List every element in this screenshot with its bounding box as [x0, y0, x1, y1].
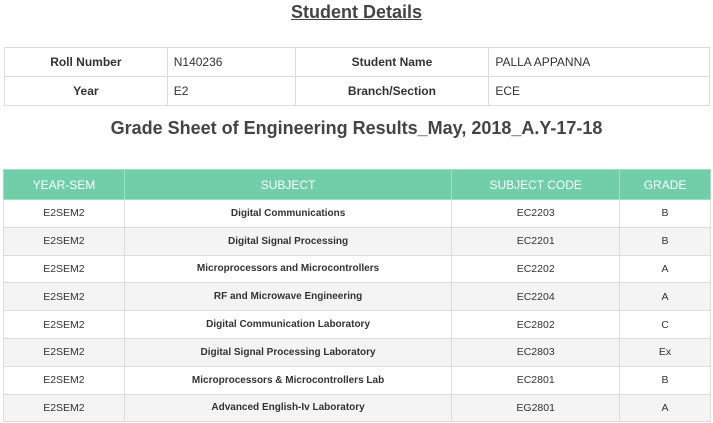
year-sem-cell: E2SEM2 — [4, 283, 125, 311]
grade-table — [3, 169, 711, 422]
table-row — [4, 227, 711, 255]
subject-code-cell: EC2202 — [452, 255, 620, 283]
grade-sheet-title: Grade Sheet of Engineering Results_May, 2018_A.Y-17-18 — [110, 118, 603, 138]
subject-code-cell: EC2203 — [452, 200, 620, 228]
student-info-row — [5, 77, 710, 106]
year-sem-cell: E2SEM2 — [4, 200, 125, 228]
table-row — [4, 200, 711, 228]
grade-cell: C — [620, 311, 711, 339]
subject-code-cell: EC2801 — [452, 366, 620, 394]
grade-cell: B — [620, 366, 711, 394]
subject-cell: Microprocessors & Microcontrollers Lab — [124, 366, 451, 394]
page-title: Student Details — [290, 2, 423, 22]
grade-cell: A — [620, 255, 711, 283]
student-name-value: PALLA APPANNA — [489, 48, 710, 77]
subject-cell: Digital Communications — [124, 200, 451, 228]
student-info-row — [5, 48, 710, 77]
table-row — [4, 394, 711, 422]
subject-cell: RF and Microwave Engineering — [124, 283, 451, 311]
subject-cell: Microprocessors and Microcontrollers — [124, 255, 451, 283]
year-sem-cell: E2SEM2 — [4, 394, 125, 422]
year-sem-cell: E2SEM2 — [4, 311, 125, 339]
table-row — [4, 255, 711, 283]
grade-cell: A — [620, 283, 711, 311]
column-header-year-sem: YEAR-SEM — [4, 170, 125, 200]
grade-cell: Ex — [620, 338, 711, 366]
table-row — [4, 283, 711, 311]
student-name-label: Student Name — [295, 48, 489, 77]
roll-number-value: N140236 — [167, 48, 295, 77]
subject-cell: Digital Communication Laboratory — [124, 311, 451, 339]
grade-cell: B — [620, 200, 711, 228]
table-row — [4, 338, 711, 366]
subject-cell: Advanced English-Iv Laboratory — [124, 394, 451, 422]
roll-number-label: Roll Number — [5, 48, 168, 77]
branch-section-value: ECE — [489, 77, 710, 106]
year-sem-cell: E2SEM2 — [4, 366, 125, 394]
year-label: Year — [5, 77, 168, 106]
column-header-grade: GRADE — [620, 170, 711, 200]
subject-code-cell: EC2201 — [452, 227, 620, 255]
subject-code-cell: EC2204 — [452, 283, 620, 311]
subject-cell: Digital Signal Processing — [124, 227, 451, 255]
subject-code-cell: EC2803 — [452, 338, 620, 366]
column-header-subject: SUBJECT — [124, 170, 451, 200]
table-row — [4, 311, 711, 339]
table-row — [4, 366, 711, 394]
subject-code-cell: EC2802 — [452, 311, 620, 339]
year-sem-cell: E2SEM2 — [4, 227, 125, 255]
branch-section-label: Branch/Section — [295, 77, 489, 106]
student-info-table — [4, 47, 710, 106]
year-sem-cell: E2SEM2 — [4, 255, 125, 283]
year-sem-cell: E2SEM2 — [4, 338, 125, 366]
subject-code-cell: EG2801 — [452, 394, 620, 422]
grade-cell: B — [620, 227, 711, 255]
year-value: E2 — [167, 77, 295, 106]
grade-table-header-row — [4, 170, 711, 200]
column-header-subject-code: SUBJECT CODE — [452, 170, 620, 200]
grade-cell: A — [620, 394, 711, 422]
subject-cell: Digital Signal Processing Laboratory — [124, 338, 451, 366]
